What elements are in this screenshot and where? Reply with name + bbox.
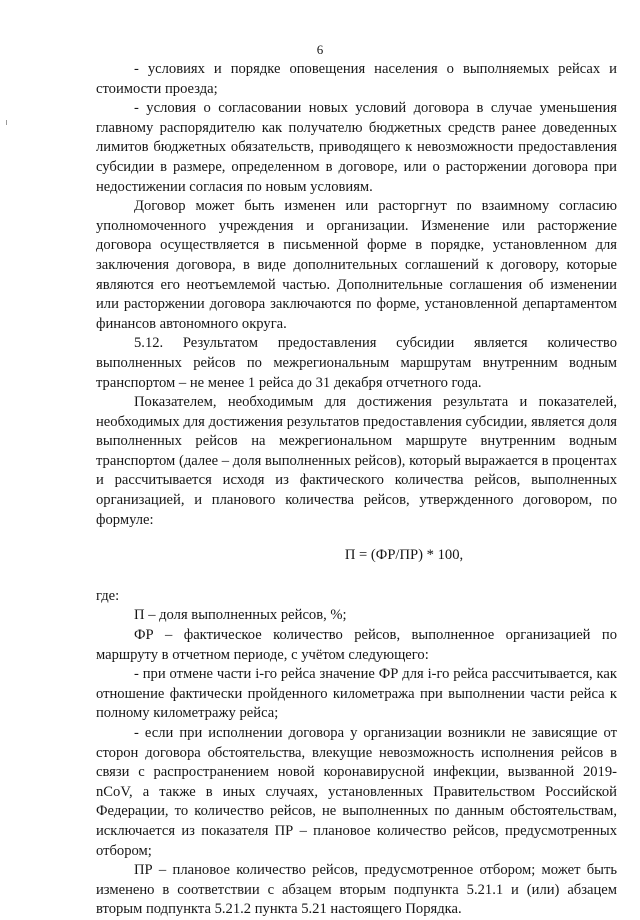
paragraph-agreement-conditions: - условия о согласовании новых условий договора в случае уменьшения главному распорядителю как получателю бюджетных средств ранее доведенных лимитов бюджетных обязательств, приводящего к невозможности предоставления субсидии в размере, определенном в договоре, или о расторжении договора при недостижении согласия по новым условиям. xyxy=(96,100,617,195)
definition-fr-force-majeure: - если при исполнении договора у организации возникли не зависящие от сторон договора обстоятельства, влекущие невозможность исполнения рейсов в связи с распространением новой коронавирусной инфекции, вызванной 2019-nCoV, а также в иных случаях, установленных Правительством Российской Федерации, то количество рейсов, не выполненных по данным обстоятельствам, исключается из показателя ПР – плановое количество рейсов, предусмотренных отбором; xyxy=(96,725,617,859)
paragraph-5-12-result: 5.12. Результатом предоставления субсидии является количество выполненных рейсов по межрегиональным маршрутам внутренним водным транспортом – не менее 1 рейса до 31 декабря отчетного года. xyxy=(96,335,617,391)
paragraph-notification-conditions: - условиях и порядке оповещения населения о выполняемых рейсах и стоимости проезда; xyxy=(96,61,617,97)
scan-mark xyxy=(6,120,7,125)
page-number: 6 xyxy=(316,42,324,57)
definition-p: П – доля выполненных рейсов, %; xyxy=(134,607,347,624)
definition-pr: ПР – плановое количество рейсов, предусмотренное отбором; может быть изменено в соответствии с абзацем вторым подпункта 5.21.1 и (или) абзацем вторым подпункта 5.21.2 пункта 5.21 настоящего Порядка. xyxy=(96,862,617,918)
definition-fr-partial: - при отмене части i-го рейса значение ФР для i-го рейса рассчитывается, как отношение фактически пройденного километража при выполнении части рейса к полному километражу рейса; xyxy=(96,666,617,722)
document-body xyxy=(96,60,617,920)
where-label: где: xyxy=(96,587,120,604)
definition-fr: ФР – фактическое количество рейсов, выполненное организацией по маршруту в отчетном периоде, с учётом следующего: xyxy=(96,627,617,663)
paragraph-indicator: Показателем, необходимым для достижения результата и показателей, необходимых для достижения результатов предоставления субсидии, является доля выполненных рейсов на межрегиональном маршруте внутренним водным транспортом (далее – доля выполненных рейсов), который выражается в процентах и рассчитывается исходя из фактического количества рейсов, выполненных организацией, и планового количества рейсов, утвержденного договором, по формуле: xyxy=(96,394,617,528)
formula: П = (ФР/ПР) * 100, xyxy=(344,547,464,564)
paragraph-agreement-changes: Договор может быть изменен или расторгнут по взаимному согласию уполномоченного учреждения и организации. Изменение или расторжение договора осуществляется в письменной форме в порядке, установленном для заключения договора, в виде дополнительных соглашений к договору, которые являются его неотъемлемой частью. Дополнительные соглашения об изменении или расторжении договора заключаются по форме, установленной департаментом финансов автономного округа. xyxy=(96,198,617,332)
